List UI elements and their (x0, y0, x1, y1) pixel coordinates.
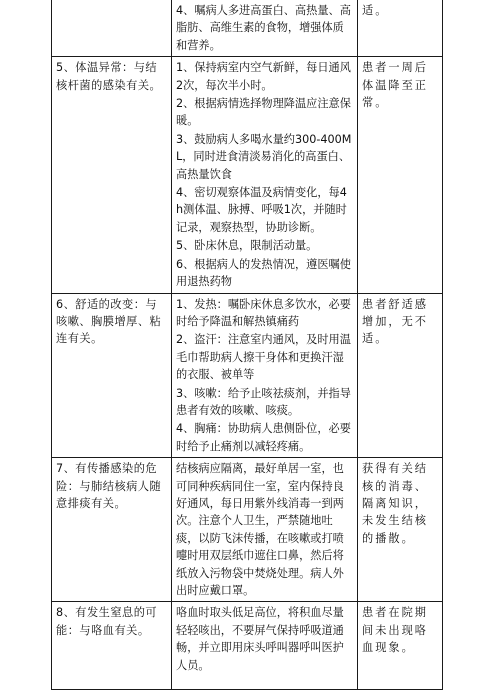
measure-item: 3、咳嗽：给予止咳祛痰剂，并指导患者有效的咳嗽、咳痰。 (176, 386, 351, 417)
measure-item: 4、密切观察体温及病情变化，每4h测体温、脉搏、呼吸1次，并随时记录，观察热型，协助诊断。 (176, 186, 347, 234)
measure-item: 5、卧床休息，限制活动量。 (176, 239, 318, 253)
measures-cell (172, 0, 358, 57)
evaluation-cell: 获得有关结核的消毒、隔离知识，未发生结核的播散。 (358, 458, 443, 602)
measure-item: 4、胸痛：协助病人患侧卧位，必要时给予止痛剂以减轻疼痛。 (176, 422, 351, 453)
table-row (52, 57, 443, 293)
measure-item: 4、嘱病人多进高蛋白、高热量、高脂肪、高维生素的食物，增强体质和营养。 (176, 4, 351, 52)
evaluation-cell: 适。 (358, 0, 443, 57)
table-row (52, 602, 443, 690)
nursing-care-table (51, 0, 443, 690)
measure-item: 6、根据病人的发热情况，遵医嘱使用退热药物 (176, 257, 351, 289)
measure-item: 咯血时取头低足高位，将积血尽量轻轻咳出，不要屏气保持呼吸道通畅，并立即用床头呼叫器呼叫医护人员。 (176, 606, 344, 672)
table-row (52, 458, 443, 602)
table-row (52, 0, 443, 57)
diagnosis-cell (52, 0, 172, 57)
evaluation-cell: 患者在院期间未出现咯血现象。 (358, 602, 443, 690)
diagnosis-cell: 8、有发生窒息的可能：与咯血有关。 (52, 602, 172, 690)
diagnosis-cell: 6、舒适的改变：与咳嗽、胸膜增厚、粘连有关。 (52, 293, 172, 458)
diagnosis-cell: 7、有传播感染的危险：与肺结核病人随意排痰有关。 (52, 458, 172, 602)
measures-cell (172, 602, 358, 690)
measure-item: 2、盗汗：注意室内通风，及时用温毛巾帮助病人擦干身体和更换汗湿的衣服、被单等 (176, 333, 351, 382)
measures-cell (172, 458, 358, 602)
diagnosis-cell: 5、体温异常：与结核杆菌的感染有关。 (52, 57, 172, 293)
evaluation-cell: 患者舒适感增加，无不适。 (358, 293, 443, 458)
measure-item: 2、根据病情选择物理降温应注意保暖。 (176, 97, 351, 128)
evaluation-cell: 患者一周后体温降至正常。 (358, 57, 443, 293)
measure-item: 1、发热：嘱卧床休息多饮水，必要时给予降温和解热镇痛药 (176, 297, 351, 328)
measures-cell (172, 57, 358, 293)
measure-item: 3、鼓励病人多喝水量约300-400ML，同时进食清淡易消化的高蛋白、高热量饮食 (176, 132, 352, 181)
table-row (52, 293, 443, 458)
measure-item: 结核病应隔离，最好单居一室，也可同种疾病同住一室，室内保持良好通风，每日用紫外线消毒一到两次。注意个人卫生，严禁随地吐痰，以防飞沫传播，在咳嗽或打喷嚏时用双层纸巾遮住口鼻，然后将纸放入污物袋中焚烧处理。病人外出时应戴口罩。 (176, 462, 344, 597)
measures-cell (172, 293, 358, 458)
measure-item: 1、保持病室内空气新鲜，每日通风2次，每次半小时。 (176, 61, 351, 92)
